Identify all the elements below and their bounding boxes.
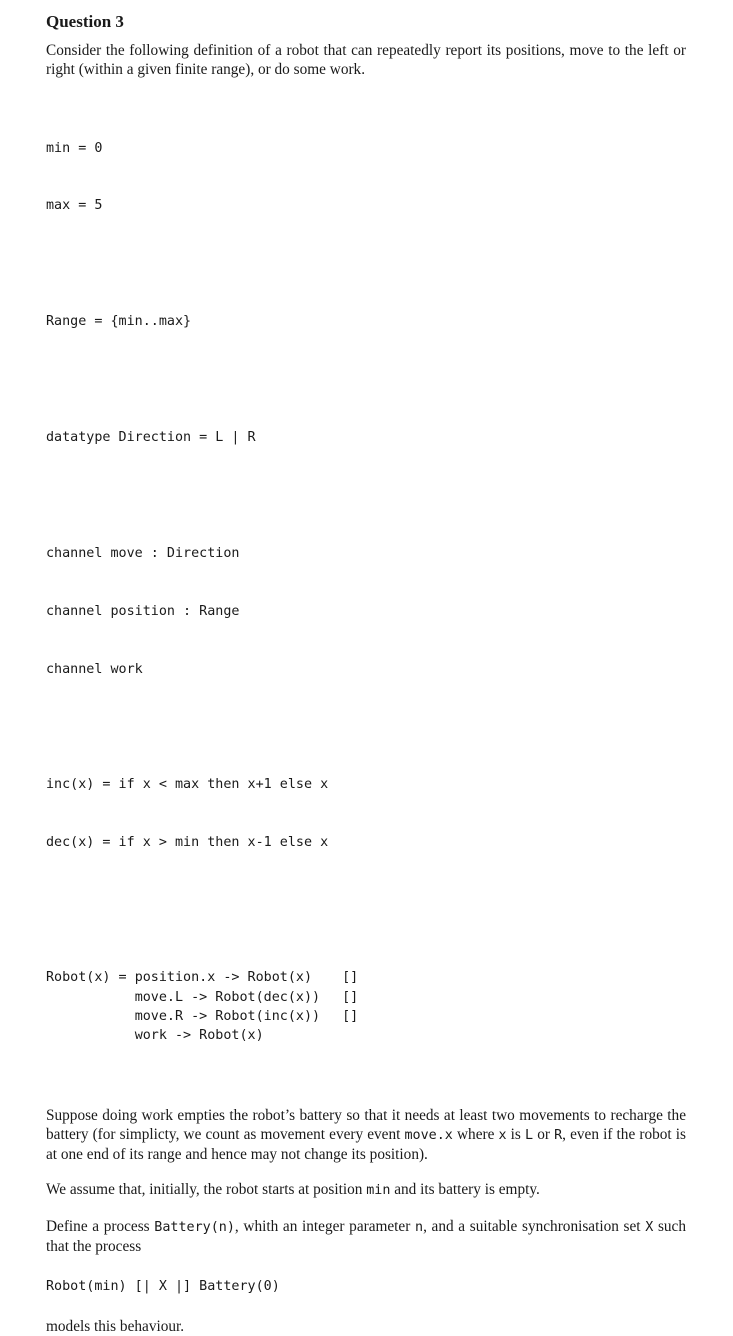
spacer: [46, 79, 686, 100]
code-gap: [46, 718, 686, 737]
question-title: Question 3: [46, 12, 124, 31]
inline-code: x: [498, 1128, 507, 1144]
robot-alt-2: move.L -> Robot(dec(x)): [134, 989, 321, 1005]
text-fragment: , and a suitable synchronisation set: [423, 1218, 646, 1236]
composition-code: [46, 1277, 686, 1296]
robot-alt-4: work -> Robot(x): [134, 1028, 264, 1044]
code-min: min = 0: [46, 140, 103, 156]
text-fragment: We assume that, initially, the robot starts at position: [46, 1181, 367, 1199]
code-channel-move: channel move : Direction: [46, 545, 240, 561]
code-block: [46, 100, 686, 1084]
inline-code: n: [415, 1220, 424, 1236]
paragraph-define: [46, 1217, 686, 1256]
spacer: [46, 1084, 686, 1106]
text-fragment: Suppose doing work empties the robot’s battery so that it needs at least two movements to recharge the battery (for simplicty, we count as movement every event: [46, 1107, 686, 1144]
robot-row: [46, 1026, 358, 1045]
code-datatype: datatype Direction = L | R: [46, 430, 256, 446]
inline-code: X: [645, 1220, 654, 1236]
question-intro: Consider the following definition of a robot that can repeatedly report its positions, move to the left or right (within a given finite range), or do some work.: [46, 42, 686, 78]
text-fragment: where: [452, 1126, 499, 1144]
text-fragment: or: [533, 1126, 555, 1144]
robot-alt-1: position.x -> Robot(x): [134, 970, 313, 986]
robot-row: [46, 968, 358, 987]
code-inc: inc(x) = if x < max then x+1 else x: [46, 777, 329, 793]
code-range: Range = {min..max}: [46, 314, 192, 330]
spacer: [46, 1164, 686, 1180]
robot-definition: [46, 968, 358, 1045]
robot-row: [46, 1007, 358, 1026]
robot-alt-3: move.R -> Robot(inc(x)): [134, 1008, 321, 1024]
question-page: [46, 12, 686, 1336]
inline-code: R: [554, 1128, 563, 1144]
spacer: [46, 1200, 686, 1217]
inline-code: L: [525, 1128, 534, 1144]
inline-code: min: [366, 1183, 391, 1199]
choice-symbol: []: [342, 989, 359, 1005]
spacer: [46, 1256, 686, 1277]
code-channel-work: channel work: [46, 661, 143, 677]
paragraph-closing: models this behaviour.: [46, 1318, 185, 1336]
robot-row: [46, 988, 358, 1007]
text-fragment: is: [506, 1126, 526, 1144]
code-gap: [46, 486, 686, 505]
choice-symbol: []: [342, 1008, 359, 1024]
robot-lhs: Robot(x) =: [46, 970, 135, 986]
code-gap: [46, 254, 686, 273]
code-dec: dec(x) = if x > min then x-1 else x: [46, 835, 329, 851]
text-fragment: and its battery is empty.: [390, 1181, 540, 1199]
code-max: max = 5: [46, 198, 103, 214]
code-composition: Robot(min) [| X |] Battery(0): [46, 1279, 280, 1295]
text-fragment: Define a process: [46, 1218, 155, 1236]
paragraph-battery: [46, 1106, 686, 1164]
choice-symbol: []: [342, 970, 359, 986]
spacer: [46, 1296, 686, 1317]
inline-code: Battery(n): [154, 1220, 235, 1236]
code-gap: [46, 891, 686, 910]
text-fragment: such that the process: [46, 1218, 686, 1256]
text-fragment: , even if the robot is at one end of its range and hence may not change its position).: [46, 1126, 686, 1164]
text-fragment: , whith an integer parameter: [234, 1218, 415, 1236]
inline-code: move.x: [404, 1128, 453, 1144]
code-channel-position: channel position : Range: [46, 603, 240, 619]
code-gap: [46, 370, 686, 389]
paragraph-initial: [46, 1180, 686, 1200]
